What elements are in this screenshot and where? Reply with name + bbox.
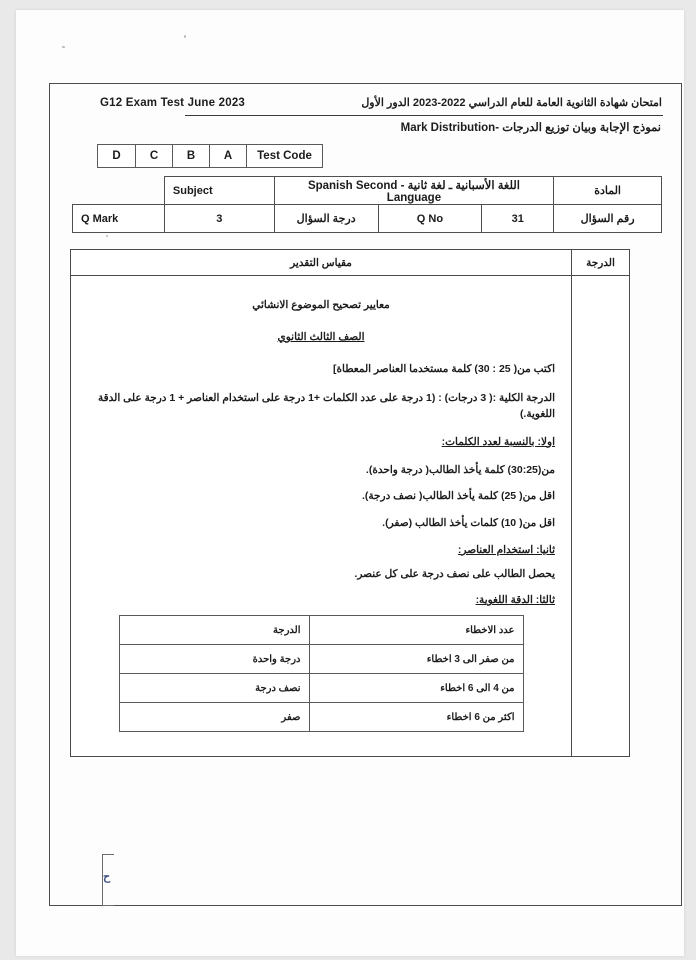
test-code-label: Test Code [246, 145, 322, 167]
test-code-option-c[interactable]: C [135, 145, 172, 167]
criteria-wordcount-rule-3: اقل من( 10) كلمات يأخذ الطالب (صفر). [382, 517, 555, 529]
question-number-label-english: Q No [378, 205, 482, 233]
rating-scale-content [71, 276, 571, 756]
errors-grade-column-header: الدرجة [119, 616, 309, 645]
errors-grading-table [119, 615, 524, 732]
errors-range-cell: اكثر من 6 اخطاء [309, 703, 523, 732]
criteria-box-body [71, 276, 629, 756]
question-number-value: 31 [482, 205, 554, 233]
criteria-section-elements: ثانيا: استخدام العناصر: [457, 543, 555, 556]
table-row-question [73, 205, 662, 233]
criteria-total-mark-breakdown: الدرجة الكلية :( 3 درجات) : (1 درجة على عدد الكلمات +1 درجة على استخدام العناصر + 1 درجة على الدقة اللغوية.) [97, 392, 555, 420]
exam-title-arabic: امتحان شهادة الثانوية العامة للعام الدراسي 2022-2023 الدور الأول [361, 97, 662, 109]
subject-info-table [72, 176, 662, 233]
printed-page-border [49, 83, 682, 906]
test-code-option-d[interactable]: D [112, 150, 121, 162]
errors-column-header: عدد الاخطاء [309, 616, 523, 645]
criteria-task-statement: اكتب من( 25 : 30) كلمة مستخدما العناصر المعطاة] [333, 362, 555, 375]
scan-speck [184, 35, 186, 38]
paper-sheet [16, 10, 684, 956]
table-row [119, 645, 523, 674]
document-header [100, 96, 662, 109]
grading-criteria-box [70, 249, 630, 757]
errors-grade-cell: نصف درجة [119, 674, 309, 703]
test-code-option-a[interactable]: A [209, 145, 246, 167]
handwritten-annotation-mark: ح [103, 871, 111, 883]
question-mark-label-arabic: درجة السؤال [274, 205, 378, 233]
test-code-option-b[interactable]: B [172, 145, 209, 167]
subject-label-english: Subject [164, 177, 274, 205]
errors-grade-cell: درجة واحدة [119, 645, 309, 674]
exam-title-english: G12 Exam Test June 2023 [100, 97, 246, 109]
criteria-wordcount-rule-1: من(30:25) كلمة يأخذ الطالب( درجة واحدة). [365, 463, 555, 476]
errors-grade-cell: صفر [119, 703, 309, 732]
question-number-label-arabic: رقم السؤال [554, 205, 662, 233]
criteria-wordcount-rule-2: اقل من( 25) كلمة يأخذ الطالب( نصف درجة). [361, 490, 555, 503]
grade-column-header: الدرجة [571, 250, 629, 275]
header-divider [185, 115, 663, 116]
question-mark-label-english: Q Mark [73, 205, 165, 233]
rating-scale-column-header: مقياس التقدير [290, 257, 352, 269]
errors-range-cell: من 4 الى 6 اخطاء [309, 674, 523, 703]
criteria-heading-essay: معايير تصحيح الموضوع الانشائي [252, 299, 390, 311]
criteria-grade-level: الصف الثالث الثانوي [277, 330, 365, 343]
criteria-box-header [71, 250, 629, 276]
table-row [119, 674, 523, 703]
subject-label-arabic: المادة [554, 177, 662, 205]
test-code-strip [97, 144, 323, 168]
table-row [119, 703, 523, 732]
mark-distribution-subtitle: نموذج الإجابة وبيان توزيع الدرجات -Mark Distribution [400, 122, 661, 134]
errors-range-cell: من صفر الى 3 اخطاء [309, 645, 523, 674]
criteria-section-language-accuracy: ثالثا: الدقة اللغوية: [475, 594, 555, 607]
question-mark-value: 3 [164, 205, 274, 233]
criteria-elements-rule: يحصل الطالب على نصف درجة على كل عنصر. [354, 567, 555, 580]
grade-column-empty-cell [571, 276, 629, 756]
table-row-header [119, 616, 523, 645]
criteria-section-word-count: اولا: بالنسبة لعدد الكلمات: [441, 435, 555, 448]
table-row-subject [73, 177, 662, 205]
scan-speck [62, 46, 65, 48]
subject-value: اللغة الأسبانية ـ لغة ثانية - Spanish Second Language [274, 177, 553, 205]
